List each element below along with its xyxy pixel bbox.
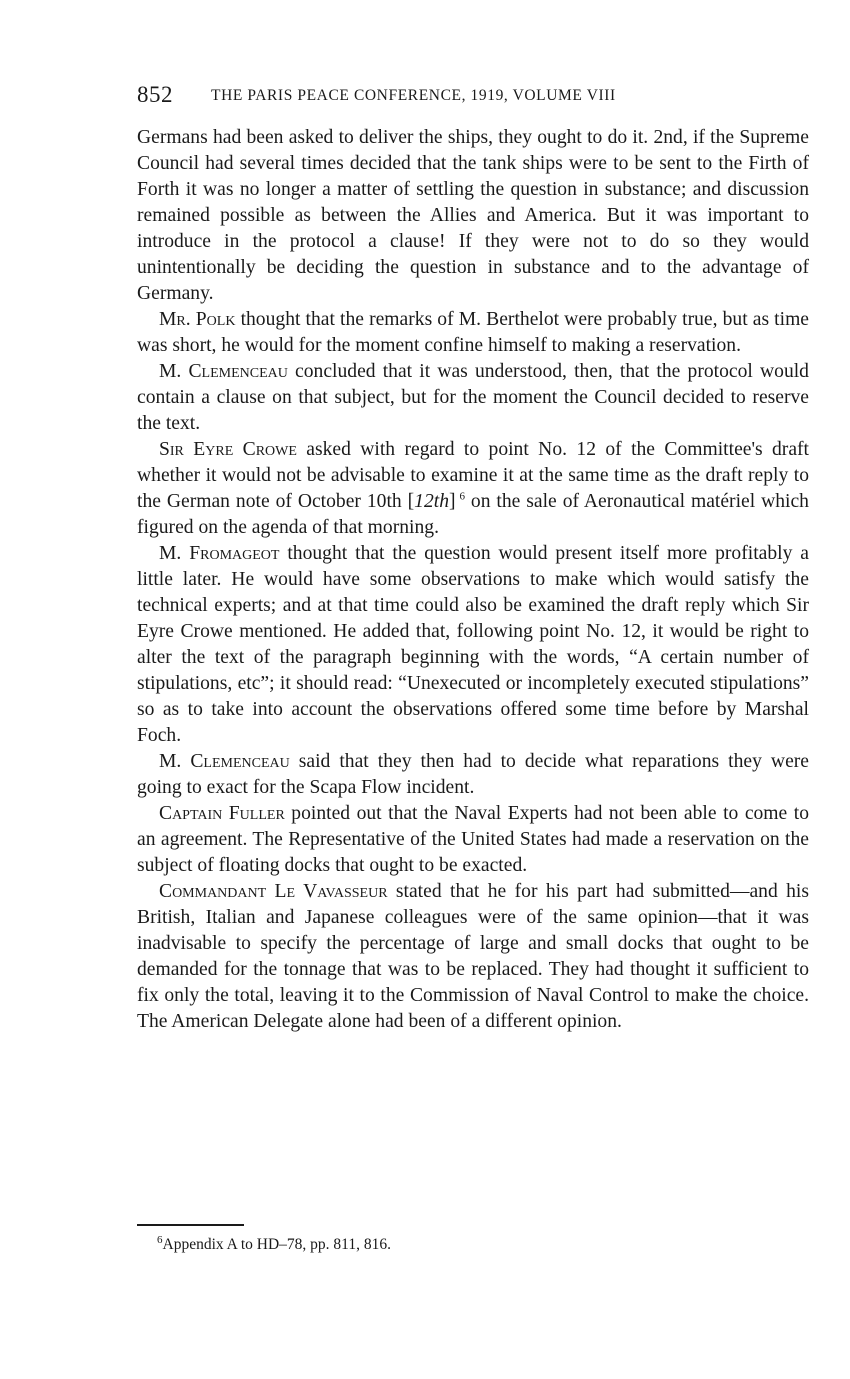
- speaker-prefix: M.: [159, 751, 191, 772]
- speaker-prefix: M.: [159, 543, 190, 564]
- speaker-name: Mr. Polk: [159, 309, 236, 330]
- paragraph-le-vavasseur: [137, 879, 809, 1035]
- paragraph-text: on the sale of Aeronautical matériel which figured on the agenda of that morning.: [137, 491, 809, 538]
- speaker-name: Fromageot: [189, 543, 280, 564]
- paragraph-text: asked with regard to point No. 12 of the Committee's draft whether it would not be advisable to examine it at the same time as the draft reply to the German note of October 10th [: [137, 439, 809, 512]
- paragraph-continued: [137, 125, 809, 307]
- page-header: [137, 82, 737, 112]
- running-title: THE PARIS PEACE CONFERENCE, 1919, VOLUME VIII: [211, 87, 616, 104]
- speaker-name: Sir Eyre Crowe: [159, 439, 297, 460]
- paragraph-text: thought that the remarks of M. Berthelot were probably true, but as time was short, he would for the moment confine himself to making a reservation.: [137, 309, 810, 356]
- speaker-name: Clemenceau: [190, 751, 290, 772]
- paragraph-fuller: [137, 801, 809, 879]
- footnote-text: Appendix A to HD–78, pp. 811, 816.: [162, 1236, 391, 1253]
- speaker-name: Captain Fuller: [159, 803, 285, 824]
- speaker-name: Clemenceau: [188, 361, 288, 382]
- footnote-divider: [137, 1224, 244, 1226]
- paragraph-fromageot: [137, 541, 809, 749]
- paragraph-text: Germans had been asked to deliver the ships, they ought to do it. 2nd, if the Supreme Council had several times decided that the tank ships were to be sent to the Firth of Forth it was no longer a matter of settling the question in substance; and discussion remained possible as between the Allies and America. But it was important to introduce in the protocol a clause! If they were not to do so they would unintentionally be deciding the question in substance and to the advantage of Germany.: [137, 127, 809, 304]
- page-number: 852: [137, 82, 173, 107]
- speaker-name: Commandant Le Vavasseur: [159, 881, 388, 902]
- footnote-mark: 6: [157, 1233, 163, 1246]
- paragraph-clemenceau-2: [137, 749, 809, 801]
- paragraph-text: stated that he for his part had submitted—and his British, Italian and Japanese colleagues were of the same opinion—that it was inadvisable to specify the percentage of large and small docks that ought to be demanded for the tonnage that was to be replaced. They had thought it sufficient to fix only the total, leaving it to the Commission of Naval Control to make the choice. The American Delegate alone had been of a different opinion.: [137, 881, 809, 1032]
- date-correction: 12th: [414, 491, 449, 512]
- paragraph-polk: [137, 307, 809, 359]
- paragraph-text: thought that the question would present itself more profitably a little later. He would have some observations to make which would satisfy the technical experts; and at that time could also be examined the draft reply which Sir Eyre Crowe mentioned. He added that, following point No. 12, it would be right to alter the text of the paragraph beginning with the words, “A certain number of stipulations, etc”; it should read: “Unexecuted or incompletely executed stipulations” so as to take into account the observations offered some time before by Marshal Foch.: [137, 543, 809, 746]
- speaker-prefix: M.: [159, 361, 189, 382]
- paragraph-text: concluded that it was understood, then, that the protocol would contain a clause on that subject, but for the moment the Council decided to reserve the text.: [137, 361, 809, 434]
- paragraph-text: said that they then had to decide what reparations they were going to exact for the Scapa Flow incident.: [137, 751, 809, 798]
- footnote-reference[interactable]: 6: [459, 490, 465, 503]
- footnote: [157, 1233, 391, 1254]
- bracket-close: ]: [449, 491, 456, 512]
- paragraph-clemenceau-1: [137, 359, 809, 437]
- paragraph-text: pointed out that the Naval Experts had not been able to come to an agreement. The Representative of the United States had made a reservation on the subject of floating docks that ought to be exacted.: [137, 803, 809, 876]
- paragraph-crowe: [137, 437, 809, 541]
- body-text: [137, 125, 809, 1035]
